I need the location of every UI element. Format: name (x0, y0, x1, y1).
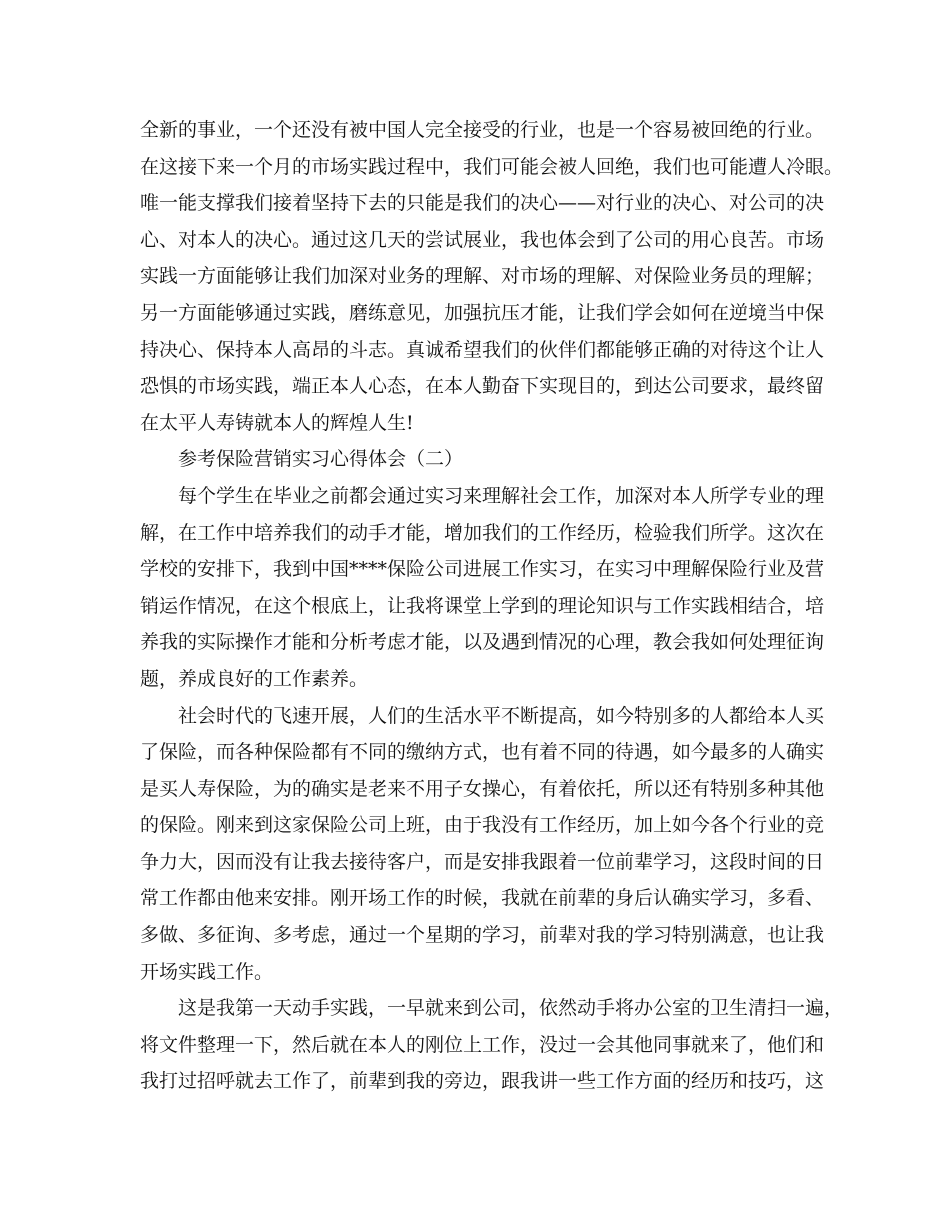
body-text (140, 112, 844, 1100)
text-line: 多做、多征询、多考虑，通过一个星期的学习，前辈对我的学习特别满意，也让我 (140, 924, 825, 947)
text-line: 解，在工作中培养我们的动手才能，增加我们的工作经历，检验我们所学。这次在 (140, 521, 825, 544)
text-line: 我打过招呼就去工作了，前辈到我的旁边，跟我讲一些工作方面的经历和技巧，这 (140, 1070, 825, 1093)
text-line: 另一方面能够通过实践，磨练意见，加强抗压才能，让我们学会如何在逆境当中保 (140, 301, 825, 324)
text-line: 了保险，而各种保险都有不同的缴纳方式，也有着不同的待遇，如今最多的人确实 (140, 741, 825, 764)
paragraph-start: 社会时代的飞速开展，人们的生活水平不断提高，如今特别多的人都给本人买 (178, 704, 825, 727)
text-line: 恐惧的市场实践，端正本人心态，在本人勤奋下实现目的，到达公司要求，最终留 (140, 375, 825, 398)
text-line: 题，养成良好的工作素养。 (140, 667, 369, 690)
text-line: 学校的安排下，我到中国****保险公司进展工作实习，在实习中理解保险行业及营 (140, 558, 825, 581)
text-line: 持决心、保持本人高昂的斗志。真诚希望我们的伙伴们都能够正确的对待这个让人 (140, 338, 825, 361)
text-line: 将文件整理一下，然后就在本人的刚位上工作，没过一会其他同事就来了，他们和 (140, 1033, 825, 1056)
text-line: 心、对本人的决心。通过这几天的尝试展业，我也体会到了公司的用心良苦。市场 (140, 228, 825, 251)
text-line: 争力大，因而没有让我去接待客户，而是安排我跟着一位前辈学习，这段时间的日 (140, 850, 825, 873)
text-line: 全新的事业，一个还没有被中国人完全接受的行业，也是一个容易被回绝的行业。 (140, 119, 825, 141)
paragraph-start: 这是我第一天动手实践，一早就来到公司，依然动手将办公室的卫生清扫一遍， (178, 997, 844, 1020)
text-line: 销运作情况，在这个根底上，让我将课堂上学到的理论知识与工作实践相结合，培 (140, 594, 825, 617)
paragraph-start: 每个学生在毕业之前都会通过实习来理解社会工作，加深对本人所学专业的理 (178, 484, 825, 507)
text-line: 唯一能支撑我们接着坚持下去的只能是我们的决心——对行业的决心、对公司的决 (140, 192, 825, 215)
text-line: 在太平人寿铸就本人的辉煌人生! (140, 411, 414, 434)
text-line: 开场实践工作。 (140, 960, 274, 983)
section-heading: 参考保险营销实习心得体会（二） (178, 448, 464, 471)
text-line: 常工作都由他来安排。刚开场工作的时候，我就在前辈的身后认确实学习，多看、 (140, 887, 825, 910)
text-line: 养我的实际操作才能和分析考虑才能，以及遇到情况的心理，教会我如何处理征询 (140, 631, 825, 654)
text-line: 实践一方面能够让我们加深对业务的理解、对市场的理解、对保险业务员的理解； (140, 265, 825, 288)
text-line: 是买人寿保险，为的确实是老来不用子女操心，有着依托，所以还有特别多种其他 (140, 777, 825, 800)
text-line: 在这接下来一个月的市场实践过程中，我们可能会被人回绝，我们也可能遭人冷眼。 (140, 155, 844, 178)
text-line: 的保险。刚来到这家保险公司上班，由于我没有工作经历，加上如今各个行业的竞 (140, 814, 825, 837)
